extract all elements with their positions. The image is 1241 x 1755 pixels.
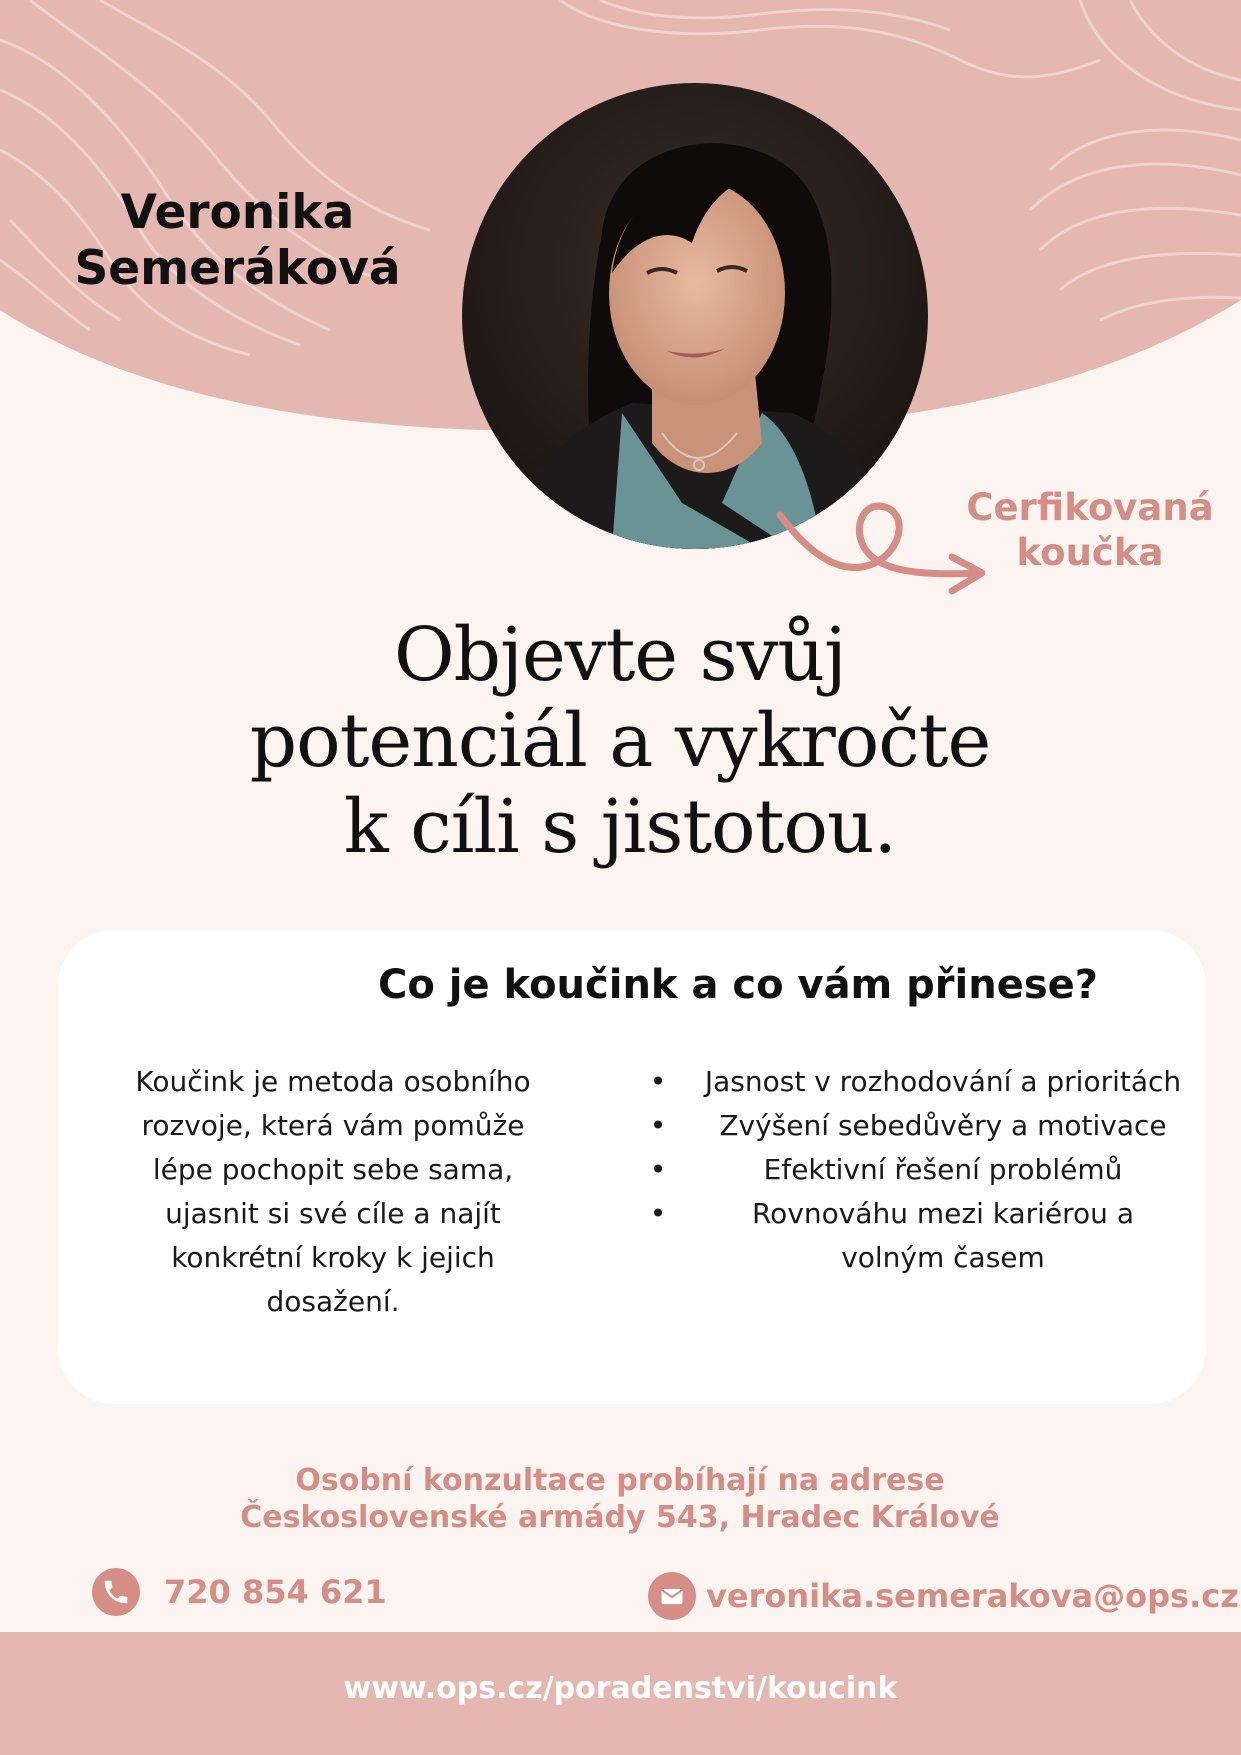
list-item bbox=[648, 1192, 1188, 1280]
address-block bbox=[120, 1462, 1120, 1536]
certification-line1: Cerfikovaná bbox=[966, 486, 1214, 529]
name-last: Semeráková bbox=[74, 241, 401, 296]
bullet-icon: • bbox=[649, 1065, 667, 1098]
benefit-text: Efektivní řešení problémů bbox=[763, 1153, 1123, 1186]
card-title: Co je koučink a co vám přinese? bbox=[378, 962, 1098, 1008]
envelope-icon bbox=[648, 1572, 696, 1620]
email-contact[interactable] bbox=[648, 1572, 1239, 1620]
headline-line3: k cíli s jistotou. bbox=[343, 784, 897, 870]
certification-label bbox=[960, 485, 1220, 575]
list-item bbox=[648, 1148, 1188, 1192]
list-item bbox=[648, 1060, 1188, 1104]
phone-icon bbox=[92, 1568, 140, 1616]
bullet-icon: • bbox=[649, 1109, 667, 1142]
headline-line1: Objevte svůj bbox=[393, 612, 847, 698]
address-line2: Československé armády 543, Hradec Králové bbox=[240, 1500, 1000, 1535]
headline bbox=[160, 612, 1080, 870]
coach-name bbox=[40, 185, 435, 297]
bullet-icon: • bbox=[649, 1153, 667, 1186]
phone-number[interactable]: 720 854 621 bbox=[164, 1573, 387, 1611]
portrait-photo bbox=[462, 83, 928, 549]
coaching-description: Koučink je metoda osobního rozvoje, která vám pomůže lépe pochopit sebe sama, ujasnit si své cíle a najít konkrétní kroky k jejich dosažení. bbox=[135, 1065, 531, 1318]
benefits-list bbox=[648, 1060, 1188, 1280]
benefit-text: Zvýšení sebedůvěry a motivace bbox=[719, 1109, 1167, 1142]
benefit-text: Rovnováhu mezi kariérou a volným časem bbox=[751, 1197, 1134, 1274]
certification-line2: koučka bbox=[1016, 531, 1164, 574]
benefit-text: Jasnost v rozhodování a prioritách bbox=[704, 1065, 1182, 1098]
website-link[interactable]: www.ops.cz/poradenstvi/koucink bbox=[343, 1671, 898, 1706]
footer-bar bbox=[0, 1632, 1241, 1755]
phone-contact[interactable] bbox=[92, 1568, 387, 1616]
email-address[interactable]: veronika.semerakova@ops.cz bbox=[706, 1577, 1239, 1615]
info-card bbox=[58, 930, 1206, 1404]
bullet-icon: • bbox=[649, 1197, 667, 1230]
loop-arrow-icon bbox=[770, 495, 990, 605]
list-item bbox=[648, 1104, 1188, 1148]
name-first: Veronika bbox=[120, 185, 355, 240]
headline-line2: potenciál a vykročte bbox=[249, 698, 991, 784]
address-line1: Osobní konzultace probíhají na adrese bbox=[295, 1463, 945, 1498]
